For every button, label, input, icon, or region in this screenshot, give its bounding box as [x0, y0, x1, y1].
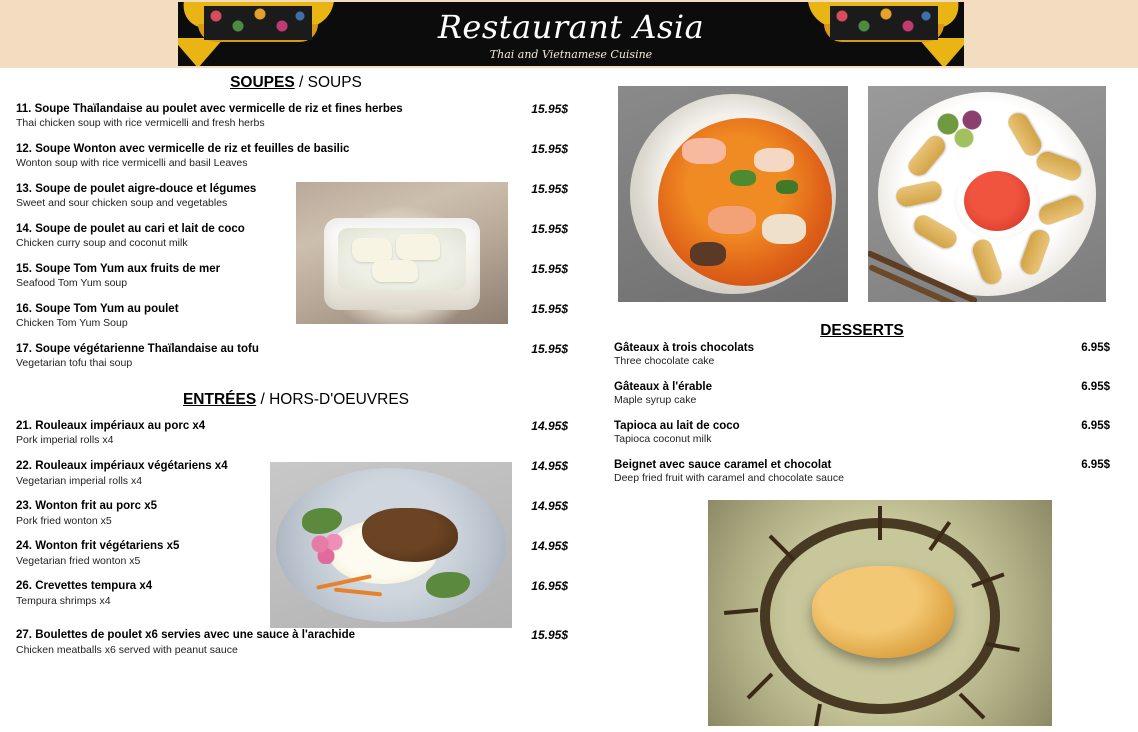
menu-item [16, 628, 576, 657]
item-number: 12. [16, 143, 32, 156]
section-heading-soups-fr: SOUPES [230, 74, 295, 91]
item-number: 24. [16, 540, 32, 553]
item-name-en: Chicken Tom Yum Soup [16, 317, 128, 330]
gyoza-shape [910, 212, 960, 252]
item-name-fr: Crevettes tempura x4 [35, 580, 153, 593]
item-name-fr: Soupe Tom Yum aux fruits de mer [35, 263, 221, 276]
section-heading-entrees-en: HORS-D'OEUVRES [269, 391, 410, 409]
item-price: 6.95$ [1081, 342, 1110, 354]
fried-beignet-shape [812, 566, 954, 658]
item-number: 22. [16, 460, 32, 473]
item-name-en: Chicken meatballs x6 served with peanut sauce [16, 643, 238, 656]
section-heading-desserts: DESSERTS [820, 322, 904, 339]
item-name-en: Vegetarian tofu thai soup [16, 357, 133, 370]
item-name-fr: Tapioca au lait de coco [614, 420, 740, 432]
item-name-fr: Soupe Tom Yum au poulet [35, 303, 179, 316]
item-number: 17. [16, 343, 32, 356]
dessert-item [614, 342, 1124, 367]
section-heading-soups-sep: / [294, 74, 308, 91]
dumpling-shape [352, 238, 392, 262]
item-name-en: Tempura shrimps x4 [16, 594, 111, 607]
gyoza-shape [970, 237, 1005, 287]
item-name-fr: Wonton frit au porc x5 [35, 500, 158, 513]
carrot-shape [334, 588, 382, 597]
right-column [600, 76, 1124, 730]
item-name-fr: Soupe de poulet au cari et lait de coco [35, 223, 245, 236]
sauce-spike-shape [724, 608, 758, 615]
item-name-en: Three chocolate cake [614, 355, 715, 367]
dumpling-shape [396, 234, 440, 260]
item-name-en: Seafood Tom Yum soup [16, 277, 128, 290]
lettuce-shape [426, 572, 470, 598]
item-name-fr: Soupe de poulet aigre-douce et légumes [35, 183, 257, 196]
soup-bowl-shape [630, 94, 836, 294]
shrimp-shape [682, 138, 726, 164]
item-name-en: Deep fried fruit with caramel and chocolate sauce [614, 472, 844, 484]
dessert-item [614, 381, 1124, 406]
item-number: 26. [16, 580, 32, 593]
item-price: 15.95$ [531, 262, 568, 277]
gyoza-shape [1018, 227, 1053, 277]
herb-shape [730, 170, 756, 186]
menu-item [16, 419, 576, 448]
item-name-en: Sweet and sour chicken soup and vegetables [16, 197, 228, 210]
herb-shape [776, 180, 798, 194]
menu-item [16, 102, 576, 131]
dessert-item [614, 420, 1124, 445]
ornament-right-tip [918, 38, 964, 66]
gyoza-shape [1036, 193, 1086, 228]
section-heading-entrees-fr: ENTRÉES [182, 391, 257, 409]
plate-shape [878, 92, 1096, 296]
chili-sauce-shape [964, 171, 1030, 231]
section-heading-entrees-sep: / [256, 391, 270, 409]
item-name-en: Pork imperial rolls x4 [16, 434, 114, 447]
menu-item [16, 142, 576, 171]
item-name-fr: Soupe Wonton avec vermicelle de riz et feuilles de basilic [35, 143, 350, 156]
dumpling-shape [372, 260, 418, 282]
ornament-right-floral [830, 6, 938, 40]
item-number: 21. [16, 420, 32, 433]
item-name-fr: Beignet avec sauce caramel et chocolat [614, 459, 832, 471]
section-heading-entrees [16, 391, 576, 409]
item-price: 15.95$ [531, 102, 568, 116]
item-number: 23. [16, 500, 32, 513]
item-number: 16. [16, 303, 32, 316]
item-name-en: Thai chicken soup with rice vermicelli and fresh herbs [16, 117, 265, 130]
gyoza-shape [905, 132, 950, 180]
gyoza-shape [1005, 109, 1045, 159]
item-price: 14.95$ [531, 419, 568, 434]
sauce-spike-shape [747, 673, 774, 700]
item-name-fr: Boulettes de poulet x6 servies avec une [35, 629, 257, 642]
item-number: 15. [16, 263, 32, 276]
item-name-en: Chicken curry soup and coconut milk [16, 237, 188, 250]
tom-yum-soup-photo [618, 86, 848, 302]
restaurant-tagline: Thai and Vietnamese Cuisine [489, 48, 653, 61]
item-name-en: Maple syrup cake [614, 394, 697, 406]
item-name-fr: Wonton frit végétariens x5 [35, 540, 180, 553]
item-name-en: Vegetarian imperial rolls x4 [16, 474, 143, 487]
item-name-fr: Rouleaux impériaux au porc x4 [35, 420, 206, 433]
beignet-dessert-photo [708, 500, 1052, 726]
dessert-item [614, 459, 1124, 484]
item-name-en: Tapioca coconut milk [614, 433, 712, 445]
item-price: 15.95$ [531, 222, 568, 237]
item-name-en: Pork fried wonton x5 [16, 514, 112, 527]
desserts-list [614, 342, 1124, 498]
wonton-soup-photo [296, 182, 508, 324]
section-heading-soups-en: SOUPS [307, 74, 362, 91]
header-strip [0, 0, 1138, 68]
lettuce-shape [302, 508, 342, 534]
item-price: 6.95$ [1081, 459, 1110, 471]
menu-item [16, 342, 576, 371]
item-price: 15.95$ [531, 182, 568, 197]
item-name-en: Wonton soup with rice vermicelli and basil Leaves [16, 157, 248, 170]
sauce-spike-shape [959, 693, 986, 720]
item-number: 13. [16, 183, 32, 196]
item-price: 15.95$ [531, 142, 568, 157]
ornament-left-floral [204, 6, 312, 40]
shrimp-shape [708, 206, 756, 234]
ornament-left [178, 2, 338, 66]
item-name-fr-emphasis: sauce à l'arachide [256, 629, 355, 642]
item-price: 14.95$ [531, 499, 568, 514]
item-number: 27. [16, 629, 32, 642]
tom-yum-broth-shape [658, 118, 832, 286]
restaurant-name: Restaurant Asia [437, 8, 705, 46]
item-price: 14.95$ [531, 459, 568, 474]
item-price: 14.95$ [531, 539, 568, 554]
plate-shape [276, 468, 506, 622]
sauce-spike-shape [812, 704, 822, 726]
item-price: 15.95$ [531, 342, 568, 357]
dipping-sauce-bowl-shape [954, 162, 1040, 240]
item-name-fr: Rouleaux impériaux végétariens x4 [35, 460, 228, 473]
ornament-left-tip [178, 38, 224, 66]
item-number: 14. [16, 223, 32, 236]
item-name-en: Vegetarian fried wonton x5 [16, 554, 141, 567]
item-number: 11. [16, 103, 32, 115]
item-price: 6.95$ [1081, 381, 1110, 393]
item-name-fr: Soupe végétarienne Thaïlandaise au tofu [35, 343, 259, 356]
mussel-shape [690, 242, 726, 266]
sauce-spike-shape [878, 506, 882, 540]
left-column [16, 70, 576, 730]
item-name-fr: Gâteaux à trois chocolats [614, 342, 754, 354]
item-price: 6.95$ [1081, 420, 1110, 432]
orchid-garnish-shape [310, 534, 344, 564]
squid-shape [754, 148, 794, 172]
soup-liquid-shape [338, 228, 466, 290]
item-price: 15.95$ [531, 302, 568, 317]
gyoza-shape [894, 179, 943, 208]
item-price: 16.95$ [531, 579, 568, 594]
item-name-fr: Gâteaux à l'érable [614, 381, 712, 393]
fried-dumplings-plate-photo [868, 86, 1106, 302]
item-price: 15.95$ [531, 628, 568, 643]
section-heading-soups [16, 74, 576, 92]
gyoza-shape [1034, 149, 1084, 184]
soup-bowl-shape [324, 218, 480, 310]
item-name-fr: Soupe Thaïlandaise au poulet avec vermicelle de riz et fines herbes [34, 103, 403, 115]
ornament-right [804, 2, 964, 66]
squid-ring-shape [762, 214, 806, 244]
entree-plate-photo [270, 462, 512, 628]
